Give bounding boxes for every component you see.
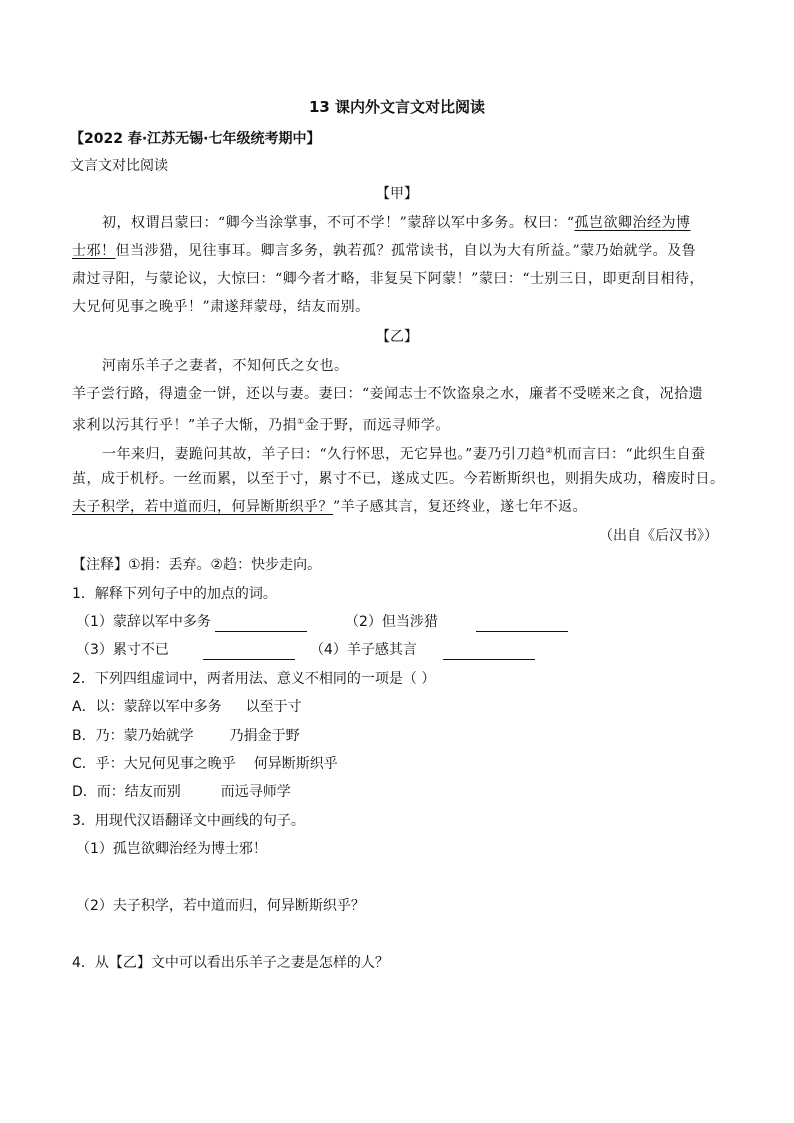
q2-option-a: A．以：蒙辞以军中多务 以至于寸	[72, 699, 302, 715]
q2-option-b: B．乃：蒙乃始就学 乃捐金于野	[72, 728, 300, 744]
source-tag: 【2022 春·江苏无锡·七年级统考期中】	[70, 131, 321, 147]
underlined-sentence-1a: 孤岂欲卿治经为博	[574, 215, 691, 231]
answer-blank-3[interactable]	[203, 645, 295, 660]
q2-stem: 2．下列四组虚词中，两者用法、意义不相同的一项是（ ）	[72, 671, 436, 687]
underlined-sentence-2: 夫子积学，若中道而归，何异断斯织乎？	[72, 499, 333, 515]
passage-a-line-4: 大兄何见事之晚乎！”肃遂拜蒙母，结友而别。	[72, 299, 370, 315]
q2-option-d: D．而：结友而别 而远寻师学	[72, 784, 291, 800]
passage-b-source: （出自《后汉书》）	[599, 528, 718, 544]
section-heading: 文言文对比阅读	[70, 158, 168, 174]
q1-item-1: （1）蒙辞以军中多务	[76, 612, 307, 632]
answer-blank-1[interactable]	[215, 617, 307, 632]
page-title: 13 课内外文言文对比阅读	[308, 98, 486, 116]
q3-stem: 3．用现代汉语翻译文中画线的句子。	[72, 813, 305, 829]
q3-item-2: （2）夫子积学，若中道而归，何异断斯织乎？	[76, 898, 365, 914]
passage-b-line-5: 茧，成于机杼。一丝而累，以至于寸，累寸不已，遂成丈匹。今若断斯织也，则捐失成功，稽废时日。	[72, 471, 725, 487]
q4-stem: 4．从【乙】文中可以看出乐羊子之妻是怎样的人？	[72, 955, 389, 971]
q1-item-2: （2）但当涉猎	[345, 612, 568, 632]
passage-a-label: 【甲】	[376, 186, 418, 202]
q1-stem: 1．解释下列句子中的加点的词。	[72, 586, 277, 602]
passage-b-line-2: 羊子尝行路，得遗金一饼，还以与妻。妻曰：“妾闻志士不饮盗泉之水，廉者不受嗟来之食，况拾遗	[72, 386, 704, 402]
passage-a-line-3: 肃过寻阳，与蒙论议，大惊曰：“卿今者才略，非复吴下阿蒙！”蒙曰：“士别三日，即更刮目相待，	[72, 271, 704, 287]
footnote-marker-2: ②	[545, 446, 553, 455]
passage-b-line-6: 夫子积学，若中道而归，何异断斯织乎？”羊子感其言，复还终业，遂七年不返。	[72, 499, 588, 515]
underlined-sentence-1b: 士邪！	[72, 243, 116, 259]
passage-a-line-2: 士邪！但当涉猎，见往事耳。卿言多务，孰若孤？孤常读书，自以为大有所益。”蒙乃始就学。及鲁	[72, 243, 697, 259]
q1-item-4: （4）羊子感其言	[310, 640, 535, 660]
notes: 【注释】①捐：丢弃。②趋：快步走向。	[72, 557, 322, 573]
footnote-marker-1: ①	[297, 417, 305, 426]
answer-blank-4[interactable]	[443, 645, 535, 660]
q2-option-c: C．乎：大兄何见事之晚乎 何异断斯织乎	[72, 756, 338, 772]
passage-b-line-3: 求利以污其行乎！”羊子大惭，乃捐①金于野，而远寻师学。	[72, 417, 450, 434]
answer-blank-2[interactable]	[476, 617, 568, 632]
passage-b-label: 【乙】	[376, 329, 418, 345]
passage-b-line-1: 河南乐羊子之妻者，不知何氏之女也。	[102, 358, 349, 374]
q3-item-1: （1）孤岂欲卿治经为博士邪！	[76, 841, 267, 857]
passage-b-line-4: 一年来归，妻跪问其故，羊子曰：“久行怀思，无它异也。”妻乃引刀趋②机而言曰：“此织生自蚕	[102, 446, 706, 463]
passage-a-line-1: 初，权谓吕蒙曰：“卿今当涂掌事，不可不学！”蒙辞以军中多务。权曰：“孤岂欲卿治经为博	[102, 215, 691, 231]
q1-item-3: （3）累寸不已	[76, 640, 295, 660]
